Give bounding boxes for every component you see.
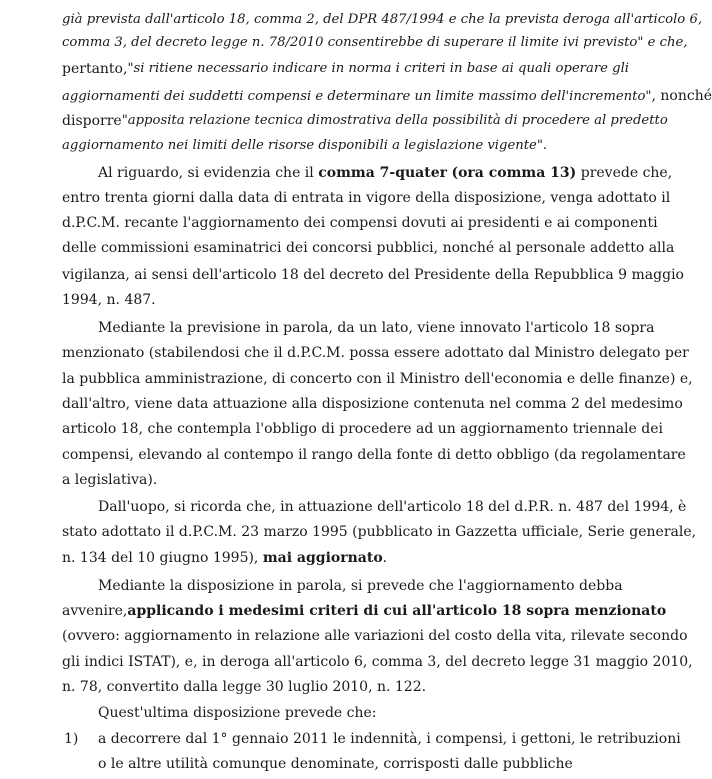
text-line: Dall'uopo, si ricorda che, in attuazione dell'articolo 18 del d.P.R. n. 487 del 1994, è: [98, 499, 687, 516]
quoted-text: "si ritiene necessario indicare in norma i criteri in base ai quali operare gli: [127, 60, 630, 76]
text-segment: .: [382, 549, 388, 566]
text-segment: n. 134 del 10 giugno 1995),: [62, 549, 259, 566]
text-line: aggiornamento nei limiti delle risorse disponibili a legislazione vigente".: [62, 138, 548, 154]
text-line: dall'altro, viene data attuazione alla disposizione contenuta nel comma 2 del medesimo: [62, 396, 683, 413]
quoted-text: aggiornamenti dei suddetti compensi e determinare un limite massimo dell'incremento": [62, 88, 652, 104]
text-line: 1994, n. 487.: [62, 292, 156, 309]
text-segment: Al riguardo, si evidenzia che il: [98, 164, 314, 181]
text-line: [98, 166, 672, 180]
text-line: comma 3, del decreto legge n. 78/2010 consentirebbe di superare il limite ivi previsto" e che,: [62, 35, 688, 51]
bold-phrase: applicando i medesimi criteri di cui all'articolo 18 sopra menzionato: [127, 603, 667, 620]
text-line: [62, 551, 387, 565]
text-line: entro trenta giorni dalla data di entrata in vigore della disposizione, venga adottato il: [62, 189, 671, 206]
list-number: 1): [64, 730, 79, 747]
list-item-text: a decorrere dal 1° gennaio 2011 le indennità, i compensi, i gettoni, le retribuzioni: [98, 730, 681, 747]
text-line: a legislativa).: [62, 472, 158, 488]
text-line: compensi, elevando al contempo il rango della fonte di detto obbligo (da regolamentare: [62, 446, 686, 463]
bold-phrase: mai aggiornato: [262, 549, 383, 566]
text-line: Mediante la disposizione in parola, si prevede che l'aggiornamento debba: [98, 577, 623, 594]
text-segment: prevede che,: [580, 164, 673, 181]
text-line: già prevista dall'articolo 18, comma 2, del DPR 487/1994 e che la prevista deroga all'articolo 6,: [62, 11, 703, 27]
text-line: Mediante la previsione in parola, da un lato, viene innovato l'articolo 18 sopra: [98, 320, 655, 337]
text-line: la pubblica amministrazione, di concerto con il Ministro dell'economia e delle finanze) e,: [62, 370, 693, 387]
text-line: delle commissioni esaminatrici dei concorsi pubblici, nonché al personale addetto alla: [62, 240, 675, 257]
text-line: Quest'ultima disposizione prevede che:: [98, 705, 377, 722]
text-line: [62, 60, 630, 77]
text-segment: , nonché: [651, 87, 712, 104]
bold-reference: comma 7-quater: [318, 164, 447, 181]
list-item-text: o le altre utilità comunque denominate, corrisposti dalle pubbliche: [98, 756, 573, 772]
text-segment: pertanto,: [62, 60, 128, 77]
text-line: n. 78, convertito dalla legge 30 luglio 2010, n. 122.: [62, 679, 427, 696]
text-line: vigilanza, ai sensi dell'articolo 18 del decreto del Presidente della Repubblica 9 maggio: [62, 266, 684, 283]
text-line: articolo 18, che contempla l'obbligo di procedere ad un aggiornamento triennale dei: [62, 421, 663, 438]
text-line: d.P.C.M. recante l'aggiornamento dei compensi dovuti ai presidenti e ai componenti: [62, 215, 658, 232]
text-line: menzionato (stabilendosi che il d.P.C.M. possa essere adottato dal Ministro delegato per: [62, 345, 689, 362]
bold-reference: (ora comma 13): [451, 164, 577, 181]
text-line: [62, 112, 668, 129]
text-line: [62, 603, 667, 620]
text-line: (ovvero: aggiornamento in relazione alle variazioni del costo della vita, rilevate secondo: [62, 628, 688, 645]
quoted-text: "apposita relazione tecnica dimostrativa della possibilità di procedere al predetto: [121, 112, 668, 128]
text-segment: disporre: [62, 112, 122, 129]
text-line: stato adottato il d.P.C.M. 23 marzo 1995 (pubblicato in Gazzetta ufficiale, Serie generale,: [62, 524, 697, 541]
text-segment: avvenire,: [62, 603, 128, 620]
text-line: [62, 89, 712, 103]
text-line: gli indici ISTAT), e, in deroga all'articolo 6, comma 3, del decreto legge 31 maggio 2010,: [62, 653, 693, 670]
